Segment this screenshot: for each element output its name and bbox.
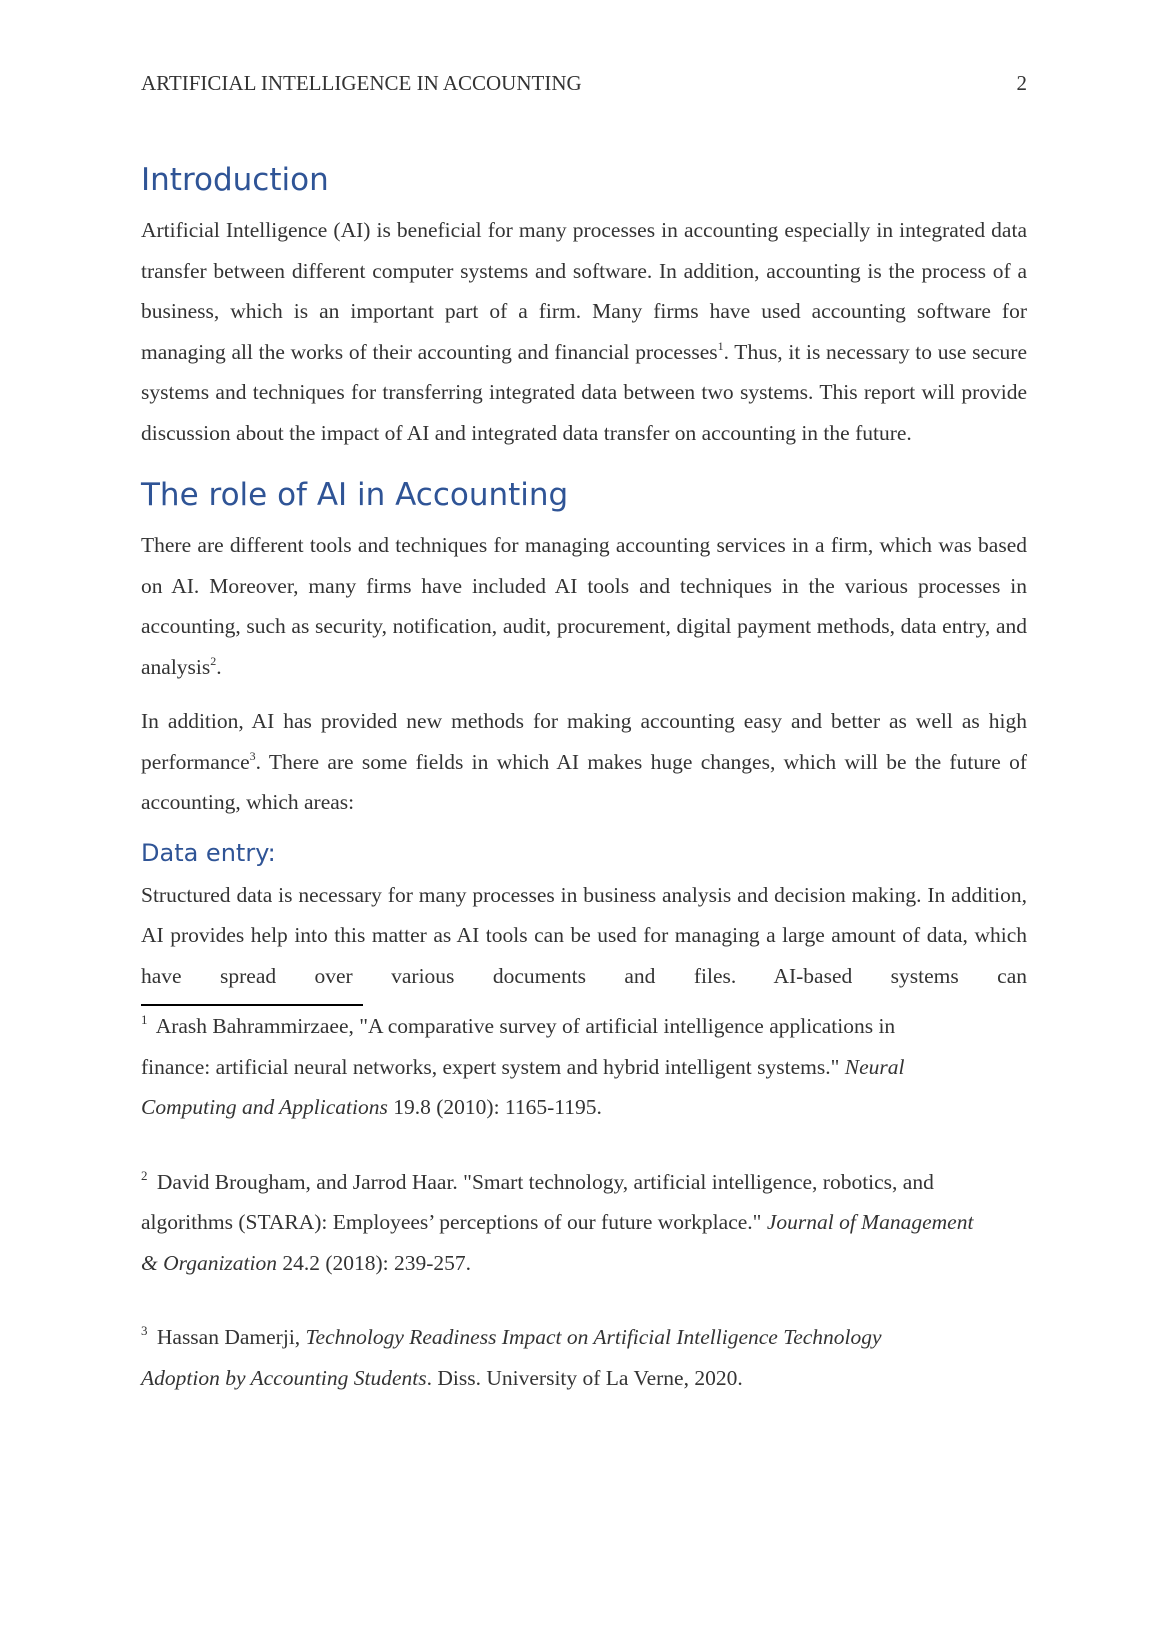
footnote-ref-1[interactable]: 1: [717, 338, 724, 353]
running-title: ARTIFICIAL INTELLIGENCE IN ACCOUNTING: [141, 71, 582, 95]
footnote-2: $^2$ David Brougham, and Jarrod Haar. "Smart technology, artificial intelligence, robotics, and algorithms (STARA): Employees’ perceptions of our future workplace." Journal of Management & Organization 24.2 (2018): 239-257.: [141, 1167, 974, 1275]
running-header: [141, 70, 1027, 96]
page-content: [141, 160, 1027, 1398]
paragraph-introduction: Artificial Intelligence (AI) is beneficial for many processes in accounting especially in integrated data transfer between different computer systems and software. In addition, accounting is the process of a business, which is an important part of a firm. Many firms have used accounting software for managing all the works of their accounting and financial processes$^1$. Thus, it is necessary to use secure systems and techniques for transferring integrated data between two systems. This report will provide discussion about the impact of AI and integrated data transfer on accounting in the future.: [141, 218, 1027, 445]
footnote-ref-2[interactable]: 2: [210, 653, 217, 668]
paragraph-data-entry: Structured data is necessary for many processes in business analysis and decision making. In addition, AI provides help into this matter as AI tools can be used for managing a large amount of data, which have spread over various documents and files. AI-based systems can: [141, 882, 1027, 988]
heading-role-of-ai: The role of AI in Accounting: [141, 477, 569, 513]
paragraph-role-2: In addition, AI has provided new methods for making accounting easy and better as well as high performance$^3$. There are some fields in which AI makes huge changes, which will be the future of accounting, which areas:: [141, 709, 1027, 814]
footnote-ref-3[interactable]: 3: [249, 748, 256, 763]
footnotes: [141, 1006, 1027, 1398]
heading-introduction: Introduction: [141, 162, 329, 198]
footnote-3: $^3$ Hassan Damerji, Technology Readiness Impact on Artificial Intelligence Technology Adoption by Accounting Students. Diss. University of La Verne, 2020.: [141, 1323, 882, 1390]
heading-data-entry: Data entry:: [141, 838, 276, 867]
paragraph-role-1: There are different tools and techniques for managing accounting services in a firm, which was based on AI. Moreover, many firms have included AI tools and techniques in the various processes in accounting, such as security, notification, audit, procurement, digital payment methods, data entry, and analysis$^2$.: [141, 533, 1027, 679]
page-number: 2: [1016, 71, 1027, 95]
footnote-1: $^1$ Arash Bahrammirzaee, "A comparative survey of artificial intelligence applications in finance: artificial neural networks, expert system and hybrid intelligent systems." Neural Computing and Applications 19.8 (2010): 1165-1195.: [141, 1012, 905, 1119]
